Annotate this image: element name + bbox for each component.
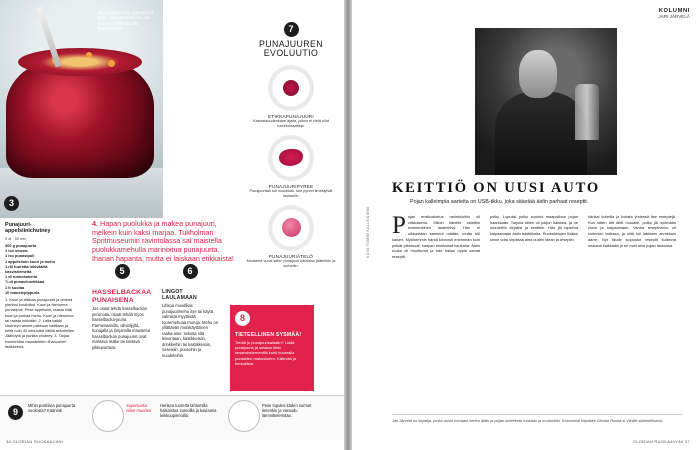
author-portrait — [475, 28, 617, 175]
ingredient: ¾ dl punaviinietikkaa — [5, 279, 45, 285]
tip-4 — [92, 220, 242, 264]
ingredient: 1 appelsiinin kuori ja mehu — [5, 258, 55, 264]
ingredient-list — [5, 243, 77, 295]
evolution-item — [245, 205, 337, 269]
tip-5-heading: HASSELBACKAA PUNAISENA — [92, 289, 152, 304]
left-page — [0, 0, 344, 450]
evolution-item — [245, 135, 337, 199]
pickled-beetroot-dish — [268, 65, 314, 111]
portrait-body — [495, 92, 587, 175]
column-text: ojan ensikosketus ravintoloihin oli viiskuisena. Silloin hänelle ostettiin ensimmäinen lastenlevy. Hän ei oikeastaan sanonut mitään, mutta söi kaiken. Myöhemmin häntä kiinnosti enemmän kuin pelkät pikaruuat, kaupan eineksistä kaukana. Äidin ruoka oli muuttunut ja hän halusi oppia samat reseptit. — [392, 214, 480, 259]
strip-beetroot-image — [92, 400, 124, 432]
tip-number-badge: 3 — [4, 196, 19, 211]
tip-number-badge: 8 — [235, 311, 250, 326]
photo-credit: KUVA TOMMI KALUSNIEMI — [366, 206, 370, 258]
strip-text: Pese topuksi käden sormet tietenkin ja varaudu lämmittelemään. — [262, 403, 312, 418]
portrait-face — [519, 50, 557, 98]
evolution-item-text: Muutama vuosi sitten punajuuri kärkiistui jäätelöön ja sorbetiin. — [246, 259, 336, 269]
tip-6-heading: LINGOT LAULAMAAN — [162, 289, 197, 301]
article-column-2 — [490, 214, 578, 243]
recipe-title: Punajuuri-appelsiinichutney — [5, 222, 51, 235]
article-column-1 — [392, 214, 480, 260]
drop-cap: P — [392, 212, 406, 239]
article-lede: Pojan kalleimpia aarteita on USB-tikku, joka säästää äidin parhaat reseptit. — [410, 199, 589, 205]
ingredient: 1 iso omena — [5, 248, 28, 254]
evolution-item-title: ETIKKAPUNAJUURI — [268, 113, 314, 119]
tip-4-text: Hapan puolukka ja makea punajuuri, melkein kuin kaksi marjaa. Tukholman Spritmuseumin ravintolassa sai maistella puolukkamehulla marinoitua punajuurta. Ihanan hapanta, mutta ei laiskaan etikkaista! — [92, 219, 234, 263]
right-page — [352, 0, 696, 450]
strip-hands-image — [228, 400, 260, 432]
chutney-jar — [6, 58, 154, 178]
tip-8-heading: TIETEELLINEN SYSMÄÄ! — [235, 332, 302, 338]
evolution-item — [245, 65, 337, 129]
article-column-3 — [588, 214, 676, 248]
column-header — [658, 8, 690, 19]
page-folio: 38 GLORIAN RUOKA&VIINI — [6, 439, 64, 444]
tip-5-body: Jos osaat tehdä hasselbackan perunoita, osaat tehdä myös hasselbacka-juuria. Parmesaanilla, oliiviöljyllä, hunajalla ja timjamilla maustetut hasselbackan punajuuret ovat mahtava lisäke tai loistava pikkupurtava. — [92, 306, 151, 350]
evolution-item-text: Punajuurista tuli muodikas, kun pyreet ilmestyivät lautasille. — [249, 189, 333, 199]
tip-6 — [162, 264, 218, 358]
spread-gutter — [344, 0, 352, 450]
strip-text: Mihin positiivia punajuurta vuokrata? Käännä! — [28, 403, 76, 413]
ingredient: 1 rkl tuoretta inkivääriä — [5, 263, 48, 269]
page-folio: GLORIAN RUOKA&VIINI 37 — [632, 439, 690, 444]
strip-text: Superruoka viilee muoden — [126, 403, 152, 413]
recipe-method: 1. Kuori ja leikkaa punajuuret ja omena pieniksi kuutioiksi. Kuori ja hienonna punasipuli. Pese appelsiini, raasta siitä kuori ja purista mehu. Kuori ja hienonna tai raasta inkivääri. 2. Laita kaikki chutneyn aineet paksuun kattilaan ja keitä noin 40 minuuttia välillä sekoitellen. Jäähdytä ja purkita chutney. 3. Tarjoa esimerkiksi maustetelen liharuokien lisäkkeenä. — [5, 297, 76, 349]
author-bio: Jari Järvelä on kirjailija, jonka uusin romaani kertoo äidin ja pojan suhteesta ruokaan ja muistoihin. Kolumnisti kirjoittaa Glorian Ruoka & Viinille säännöllisesti. — [392, 414, 682, 423]
tip-8-body: Tiedät jo punajuurisalaatin? Lisää punajuuria ja sulatan lihiin sesaminsiemenillä kohti kuumalla punaisten makusiseen. Kätevää ja herkullista. — [235, 340, 296, 366]
evolution-item-title: PUNAJUURIÄTELÖ — [268, 253, 314, 259]
ingredient: 1 dl ruokosokeria — [5, 274, 38, 280]
tip-5 — [92, 264, 152, 350]
evolution-item-text: Kasvistsuudenkaan ajalta, jolloin ei vielä ollut tuoretomaatteja. — [253, 119, 329, 129]
chutney-jar-rim — [18, 48, 142, 76]
tip-8-box — [230, 305, 314, 391]
evolution-heading: PUNAJUUREN EVOLUUTIO — [258, 39, 324, 59]
tip-6-body: Lihkoa muodikas punajuurimehu itse tai käytä valmista myytävää tuoremehuaa muruja. Mehu on yllättävän monikäyttöinen raaka-aine: sekoita sitä leivontaan, kastikkeisiin, drinkkeihin tai kastikkeisiin, soseisiin, puuroihin ja nuudeleihin. — [162, 303, 218, 358]
photo-caption: Rossi aivan voit appelsiinin kohl- seissa kanessa. Jos kuvas voikeessi sitä käyttämättä. — [98, 10, 154, 32]
beetroot-ice-cream-dish — [268, 205, 314, 251]
tip-4-number: 4. — [92, 219, 98, 228]
section-tag: KOLUMNI — [658, 8, 690, 14]
column-text: polku. Lopuksi polku suuntui maapalloon pojan haarkkaan. Tarjolla sitten oli paljon kaikkea, ja ne muutettiin kirjaiksi ja kerättiin. Hän jäi lapsena kaipaamaan äidin kastikkeita. Ruokalistojen lisäksi sinne voisi kirjoittaa aina uuden idean ja reseptin. — [490, 214, 578, 242]
tip-number-badge: 6 — [183, 264, 198, 279]
tip-number-badge: 7 — [284, 22, 299, 37]
recipe — [5, 222, 77, 349]
strip-text: Henkea tuoretta lahtomilla haikaistua sumoilla ja kaviaaria leikkuupinnoilla. — [160, 403, 217, 418]
portrait-glass — [575, 84, 599, 140]
orange-zest-dot — [86, 52, 92, 58]
evolution-item-title: PUNAJUURIPYREE — [268, 183, 314, 189]
orange-zest-dot — [108, 60, 115, 67]
chutney-photo — [0, 0, 163, 218]
bottom-tip-strip — [0, 395, 344, 440]
ingredient: 300 g punajuurta — [5, 243, 37, 249]
tip-number-badge: 5 — [115, 264, 130, 279]
column-text: hänkai kokeilla ja kokata yhdessä itse reseptejä. Kun sitten äiti lähti muualle, poika jäi syömään yksin ja kaipaamaan. Vanha reseptivihko oli kuitenkin tallessa, ja siitä tuli kaikkein arvokkain aarre. Nyt tikulle kopioidut reseptit kulkevat mukana kaikkialla ja ne ovat aina pojan taskussa. — [588, 214, 676, 248]
beetroot-evolution — [245, 22, 337, 269]
ingredient: 10 maustepippuria — [5, 289, 40, 295]
recipe-yield: 5 dl · 50 min — [5, 235, 27, 241]
ingredient: 1 iso punasipuli — [5, 253, 35, 259]
article-headline: KEITTIÖ ON UUSI AUTO — [392, 180, 601, 196]
beetroot-puree-dish — [268, 135, 314, 181]
tip-number-badge: 9 — [8, 405, 23, 420]
ingredient: kasvisliemeltä — [5, 269, 32, 275]
ingredient: 1 tl suolaa — [5, 284, 25, 290]
author-tag: JARI JÄRVELÄ — [658, 14, 690, 19]
